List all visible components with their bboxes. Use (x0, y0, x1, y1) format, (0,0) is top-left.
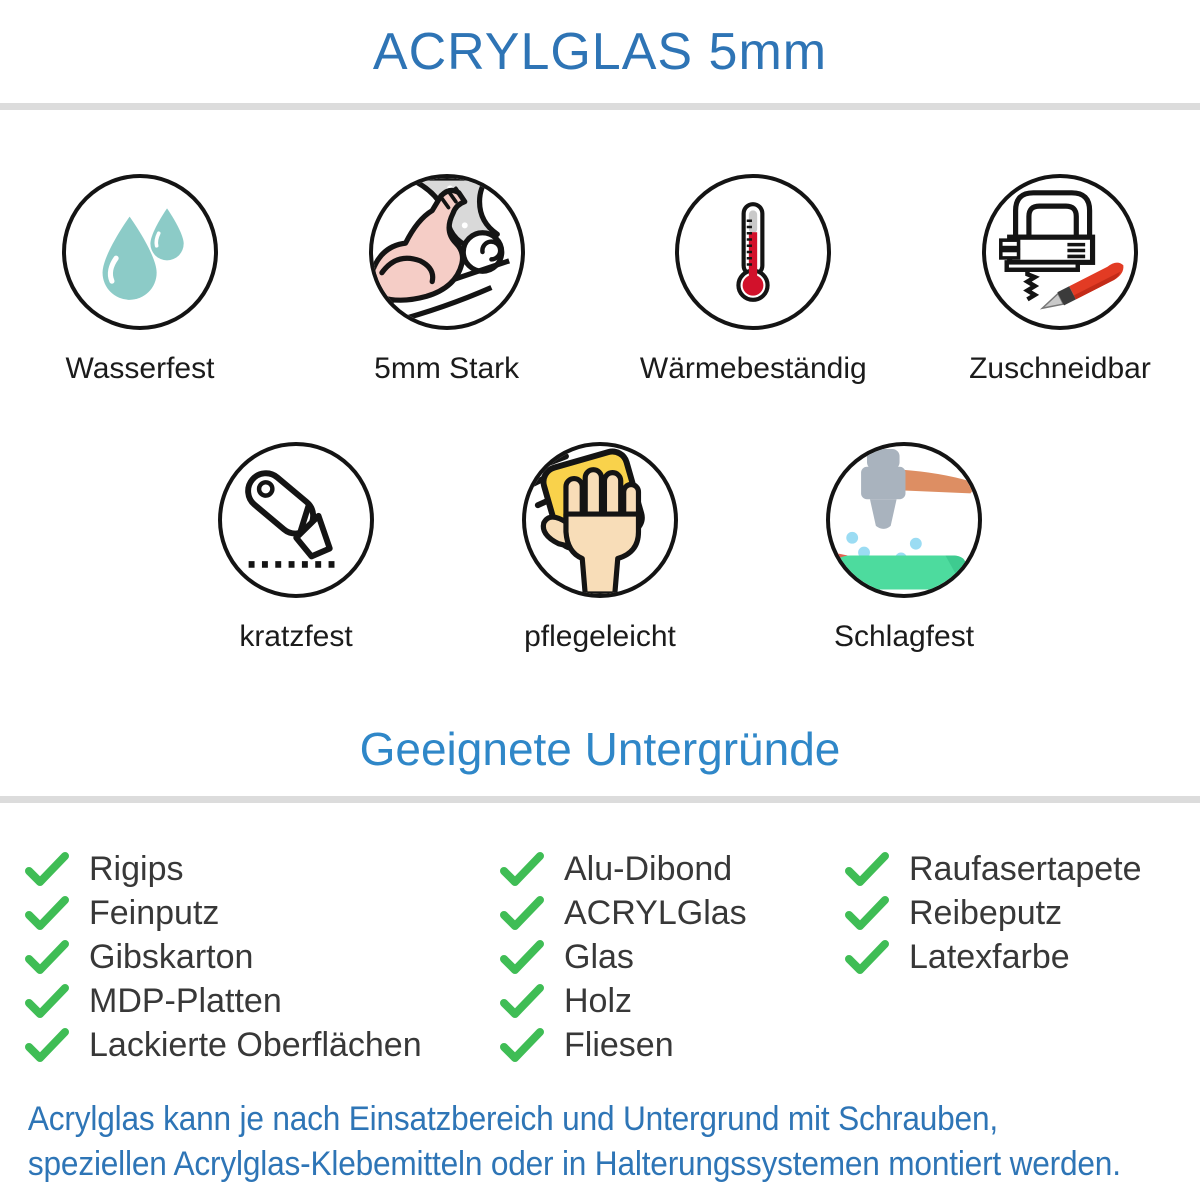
surface-label: ACRYLGlas (564, 893, 747, 932)
feature-schlagfest (824, 442, 984, 654)
feature-label: pflegeleicht (524, 620, 676, 653)
feature-waermebestaendig (639, 174, 867, 386)
surface-item (500, 891, 845, 935)
surface-label: MDP-Platten (89, 981, 282, 1020)
surface-label: Alu-Dibond (564, 849, 733, 888)
feature-circle (218, 442, 374, 598)
surface-label: Gibskarton (89, 937, 254, 976)
check-icon (845, 940, 889, 974)
surface-item (500, 847, 845, 891)
surface-item (25, 1023, 500, 1067)
feature-circle (675, 174, 831, 330)
surface-label: Feinputz (89, 893, 220, 932)
mounting-note-line-1: Acrylglas kann je nach Einsatzbereich und Untergrund mit Schrauben, (27, 1100, 998, 1138)
surfaces-column-2 (500, 847, 845, 1067)
feature-circle (62, 174, 218, 330)
feature-circle (522, 442, 678, 598)
feature-pflegeleicht (520, 442, 680, 654)
utility-knife-icon (222, 446, 370, 594)
surfaces-heading: Geeignete Untergründe (359, 723, 841, 775)
surface-label: Fliesen (564, 1025, 674, 1064)
features-row-1 (0, 174, 1200, 386)
check-icon (845, 896, 889, 930)
surface-item (500, 979, 845, 1023)
surfaces-column-1 (25, 847, 500, 1067)
check-icon (25, 940, 69, 974)
flexed-arm-sheet-icon (373, 178, 521, 326)
surface-label: Glas (564, 937, 634, 976)
thermometer-icon (701, 200, 805, 304)
feature-label: kratzfest (239, 620, 353, 653)
feature-label: Wasserfest (65, 352, 215, 385)
check-icon (25, 896, 69, 930)
hammer-impact-icon (830, 446, 978, 594)
feature-label: 5mm Stark (374, 352, 520, 385)
check-icon (500, 896, 544, 930)
surface-label: Rigips (89, 849, 184, 888)
feature-5mm-stark (367, 174, 527, 386)
surface-item (845, 935, 1200, 979)
surface-item (500, 1023, 845, 1067)
surface-item (25, 891, 500, 935)
check-icon (25, 984, 69, 1018)
feature-circle (982, 174, 1138, 330)
check-icon (500, 1028, 544, 1062)
surface-item (845, 847, 1200, 891)
surface-item (845, 891, 1200, 935)
check-icon (25, 1028, 69, 1062)
surface-label: Lackierte Oberflächen (89, 1025, 422, 1064)
water-drops-icon (88, 200, 192, 304)
cleaning-hand-icon (526, 446, 674, 594)
mounting-note (0, 1097, 1195, 1187)
divider-top (0, 103, 1200, 110)
mounting-note-line-2: speziellen Acrylglas-Klebemitteln oder in Halterungssystemen montiert werden. (27, 1145, 1121, 1184)
feature-zuschneidbar (969, 174, 1151, 386)
surfaces-column-3 (845, 847, 1200, 1067)
check-icon (25, 852, 69, 886)
divider-middle (0, 796, 1200, 803)
check-icon (500, 984, 544, 1018)
surface-label: Latexfarbe (909, 937, 1070, 976)
surface-label: Holz (564, 981, 633, 1020)
surface-item (500, 935, 845, 979)
feature-label: Schlagfest (833, 620, 975, 653)
feature-circle (826, 442, 982, 598)
check-icon (500, 940, 544, 974)
feature-kratzfest (216, 442, 376, 654)
surface-item (25, 979, 500, 1023)
jigsaw-cutter-icon (986, 178, 1134, 326)
features-row-2 (0, 442, 1200, 654)
check-icon (500, 852, 544, 886)
surface-item (25, 935, 500, 979)
check-icon (845, 852, 889, 886)
surface-label: Raufasertapete (909, 849, 1142, 888)
feature-label: Wärmebeständig (639, 352, 867, 385)
feature-label: Zuschneidbar (969, 352, 1151, 385)
feature-wasserfest (60, 174, 220, 386)
page-title: ACRYLGLAS 5mm (372, 23, 828, 81)
feature-circle (369, 174, 525, 330)
surface-label: Reibeputz (909, 893, 1063, 932)
surface-item (25, 847, 500, 891)
surfaces-list (0, 847, 1200, 1067)
